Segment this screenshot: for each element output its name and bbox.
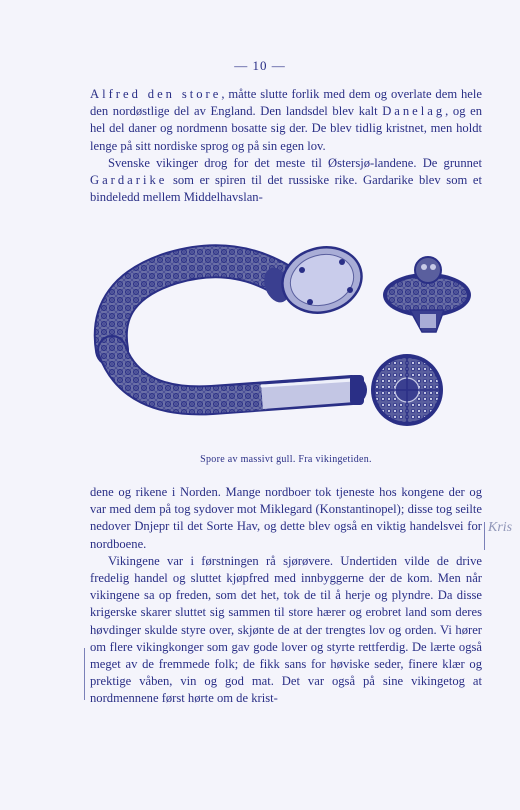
paragraph-text: , måtte slutte forlik med dem og overlate dem hele den nordøstlige del av England. Den landsdel blev kalt xyxy=(90,87,482,119)
figure-caption: Spore av massivt gull. Fra vikingetiden. xyxy=(200,454,372,465)
text-block-bottom xyxy=(90,484,482,708)
spaced-term: Danelag xyxy=(382,104,446,119)
page-number: — 10 — xyxy=(234,58,286,73)
paragraph xyxy=(90,155,482,207)
paragraph-text: Svenske vikinger drog for det meste til Østersjø-landene. De grunnet xyxy=(108,155,482,170)
gold-spur-illustration xyxy=(92,240,484,450)
paragraph-text: , og en hel del daner og nordmenn bosatte sig der. De blev tidlig kristnet, men holdt lenge på sitt nordiske sprog og på sin egen lov. xyxy=(90,104,482,153)
paragraph xyxy=(90,86,482,155)
margin-bar xyxy=(484,522,485,550)
text-block-top xyxy=(90,86,482,206)
margin-bar xyxy=(84,648,85,700)
paragraph: dene og rikene i Norden. Mange nordboer tok tjeneste hos kongene der og var med dem på tog sydover mot Miklegard (Konstantinopel); disse tog seilte nedover Dnjepr til det Sorte Hav, og dette blev også en viktig handelsvei for nordboene. xyxy=(90,485,482,551)
paragraph: Vikingene var i førstningen rå sjørøvere. Undertiden vilde de drive fredelig handel og sluttet kjøpfred med innbyggerne der de kom. Men når vikingene sa op freden, som det het, tok de til å herje og plyndre. Da disse krigerske skarer sluttet sig sammen til store hærer og erobret land som deres høvdinger skulde styre over, skjønte de at der trengtes lov og orden. Vi hører om flere vikingkonger som gav gode lover og styrte rettferdig. De lærte også meget av de fremmede folk; de fikk sans for høviske seder, finere klær og prektige våben, vin og god mat. Det var også på sine vikingetog at nordmennene først hørte om de krist- xyxy=(90,553,482,706)
margin-note: Kris xyxy=(488,520,513,535)
spaced-name: Alfred den store xyxy=(90,87,222,101)
paragraph-text: som er spiren til det russiske rike. Gardarike blev som et bindeledd mellem Middelhavslan- xyxy=(90,173,482,205)
spaced-term: Gardarike xyxy=(90,173,168,188)
figure-gold-spur xyxy=(92,240,484,450)
